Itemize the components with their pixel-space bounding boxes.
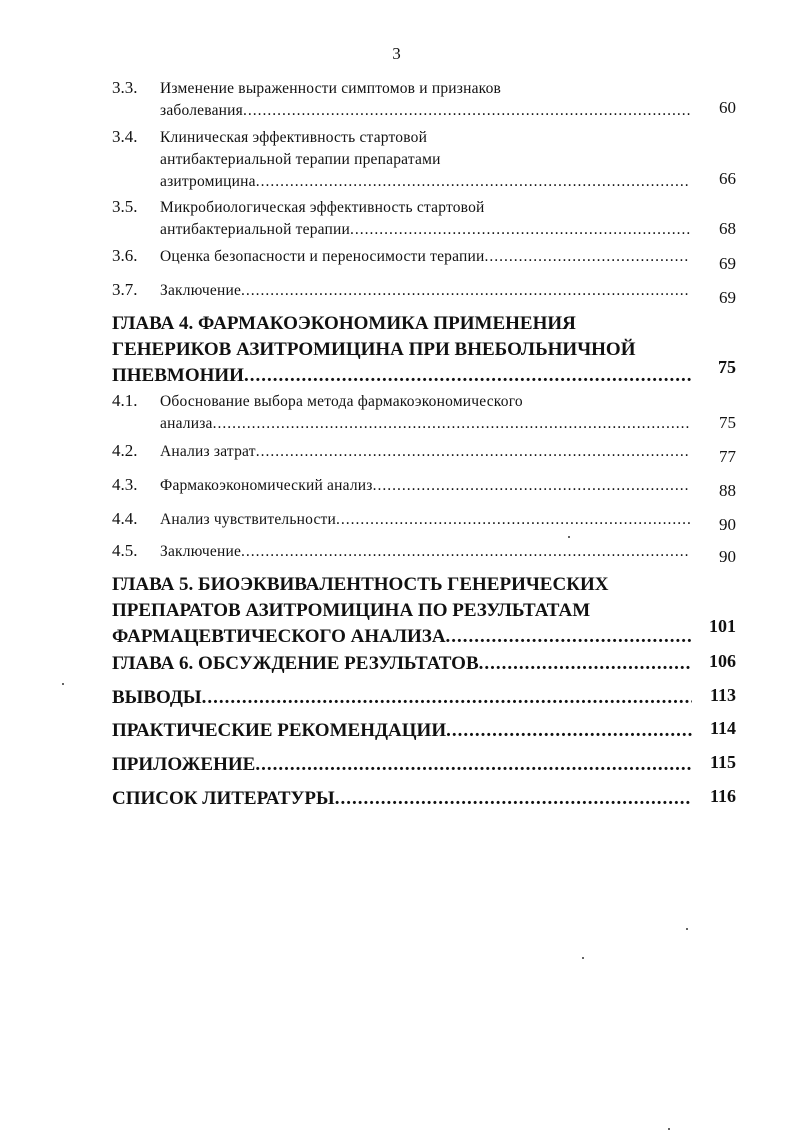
chapter-title-line: ПРАКТИЧЕСКИЕ РЕКОМЕНДАЦИИ ..... (112, 718, 692, 744)
entry-title-line: Анализ затрат ..... (160, 441, 690, 463)
chapter-page-number: 101 (709, 616, 736, 636)
entry-title-line: Анализ чувствительности ..... (160, 509, 690, 531)
scan-speck (62, 683, 64, 685)
scan-speck (582, 957, 584, 959)
entry-title-line: Обоснование выбора метода фармакоэкономического (160, 393, 523, 410)
section-number: 4.1. (112, 391, 138, 410)
scan-speck (686, 928, 688, 930)
chapter-page-number: 75 (718, 357, 736, 377)
entry-title-line: Фармакоэкономический анализ ..... (160, 475, 690, 497)
entry-title-line: антибактериальной терапии препаратами (160, 151, 441, 168)
entry-page-number: 66 (719, 169, 736, 188)
entry-title-line: антибактериальной терапии ..... (160, 219, 690, 241)
section-number: 4.5. (112, 541, 138, 560)
entry-title-line: Клиническая эффективность стартовой (160, 129, 428, 146)
section-number: 3.6. (112, 246, 138, 265)
chapter-page-number: 115 (709, 752, 736, 772)
entry-title-line: азитромицина ..... (160, 171, 690, 193)
chapter-page-number: 106 (709, 651, 736, 671)
chapter-title-line: ГЛАВА 6. ОБСУЖДЕНИЕ РЕЗУЛЬТАТОВ ..... (112, 651, 692, 677)
chapter-title-line: ФАРМАЦЕВТИЧЕСКОГО АНАЛИЗА ..... (112, 624, 692, 650)
entry-title-line: Микробиологическая эффективность стартовой (160, 199, 485, 216)
chapter-title-line: ГЕНЕРИКОВ АЗИТРОМИЦИНА ПРИ ВНЕБОЛЬНИЧНОЙ (112, 339, 636, 360)
entry-page-number: 90 (719, 547, 736, 566)
entry-page-number: 90 (719, 515, 736, 534)
section-number: 3.7. (112, 280, 138, 299)
entry-page-number: 75 (719, 413, 736, 432)
chapter-page-number: 113 (709, 685, 736, 705)
section-number: 3.3. (112, 78, 138, 97)
entry-page-number: 69 (719, 254, 736, 273)
entry-page-number: 77 (719, 447, 736, 466)
section-number: 4.3. (112, 475, 138, 494)
section-number: 4.2. (112, 441, 138, 460)
chapter-page-number: 116 (709, 786, 736, 806)
entry-title-line: анализа ..... (160, 413, 690, 435)
entry-page-number: 69 (719, 288, 736, 307)
chapter-title-line: ПРЕПАРАТОВ АЗИТРОМИЦИНА ПО РЕЗУЛЬТАТАМ (112, 600, 591, 621)
entry-page-number: 60 (719, 98, 736, 117)
page-number: 3 (392, 44, 401, 63)
chapter-title-line: СПИСОК ЛИТЕРАТУРЫ ..... (112, 786, 692, 812)
chapter-title-line: ПРИЛОЖЕНИЕ ..... (112, 752, 692, 778)
entry-page-number: 68 (719, 219, 736, 238)
chapter-title-line: ВЫВОДЫ ..... (112, 685, 692, 711)
section-number: 3.5. (112, 197, 138, 216)
chapter-title-line: ПНЕВМОНИИ ..... (112, 363, 692, 389)
scan-speck (668, 1128, 670, 1130)
section-number: 4.4. (112, 509, 138, 528)
chapter-page-number: 114 (709, 718, 736, 738)
scan-speck (568, 536, 570, 538)
chapter-title-line: ГЛАВА 5. БИОЭКВИВАЛЕНТНОСТЬ ГЕНЕРИЧЕСКИХ (112, 574, 609, 595)
entry-page-number: 88 (719, 481, 736, 500)
entry-title-line: Оценка безопасности и переносимости терапии ..... (160, 246, 690, 268)
entry-title-line: Заключение ..... (160, 280, 690, 302)
entry-title-line: Изменение выраженности симптомов и признаков (160, 80, 502, 97)
chapter-title-line: ГЛАВА 4. ФАРМАКОЭКОНОМИКА ПРИМЕНЕНИЯ (112, 313, 576, 334)
entry-title-line: заболевания ..... (160, 100, 690, 122)
section-number: 3.4. (112, 127, 138, 146)
entry-title-line: Заключение ..... (160, 541, 690, 563)
